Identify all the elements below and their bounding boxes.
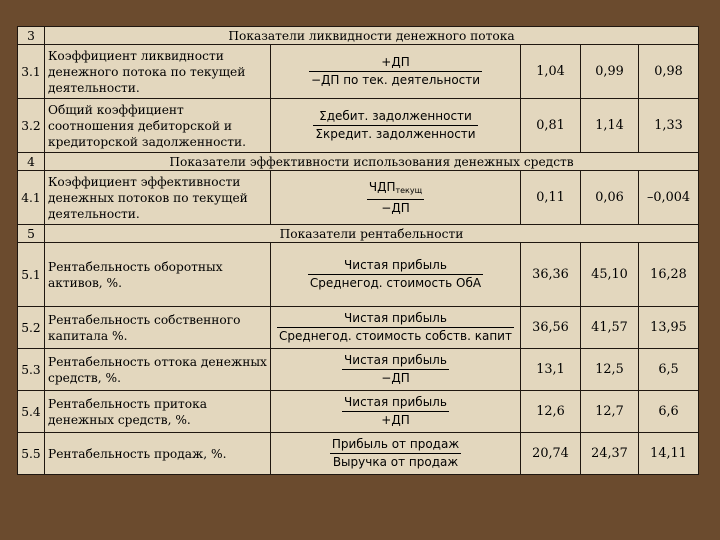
value-2: 12,7	[581, 391, 639, 433]
table-row	[18, 349, 699, 391]
formula	[271, 243, 521, 307]
indicator-name: Общий коэффициент соотношения дебиторской и кредиторской задолженности.	[45, 99, 271, 153]
row-number: 5.2	[18, 307, 45, 349]
section-number: 4	[18, 153, 45, 171]
indicator-name: Рентабельность притока денежных средств, %.	[45, 391, 271, 433]
value-1: 13,1	[521, 349, 581, 391]
formula-denominator: Среднегод. стоимость собств. капит	[279, 329, 512, 343]
formula-numerator-subscript: текущ	[395, 185, 423, 195]
value-2: 45,10	[581, 243, 639, 307]
row-number: 4.1	[18, 171, 45, 225]
value-2: 1,14	[581, 99, 639, 153]
formula	[271, 433, 521, 475]
value-2: 41,57	[581, 307, 639, 349]
row-number: 5.3	[18, 349, 45, 391]
section-row-profitability	[18, 225, 699, 243]
table-row	[18, 45, 699, 99]
value-2: 0,99	[581, 45, 639, 99]
formula-denominator: +ДП	[381, 413, 410, 427]
indicator-name: Коэффициент ликвидности денежного потока по текущей деятельности.	[45, 45, 271, 99]
formula-numerator: Чистая прибыль	[342, 353, 449, 370]
table-row	[18, 171, 699, 225]
value-2: 0,06	[581, 171, 639, 225]
formula-numerator: Чистая прибыль	[308, 258, 483, 275]
value-1: 12,6	[521, 391, 581, 433]
formula-denominator: −ДП	[381, 371, 410, 385]
formula-numerator: Чистая прибыль	[342, 395, 449, 412]
indicator-name: Рентабельность продаж, %.	[45, 433, 271, 475]
value-2: 24,37	[581, 433, 639, 475]
formula	[271, 99, 521, 153]
value-1: 1,04	[521, 45, 581, 99]
value-3: 6,5	[639, 349, 699, 391]
indicators-table	[17, 26, 699, 475]
formula-numerator: Σдебит. задолженности	[313, 109, 477, 126]
formula	[271, 171, 521, 225]
section-number: 3	[18, 27, 45, 45]
row-number: 3.1	[18, 45, 45, 99]
table-row	[18, 391, 699, 433]
formula-denominator: −ДП по тек. деятельности	[310, 73, 481, 87]
formula	[271, 45, 521, 99]
value-3: 16,28	[639, 243, 699, 307]
row-number: 5.1	[18, 243, 45, 307]
formula-denominator: Среднегод. стоимость ОбА	[309, 276, 482, 290]
indicator-name: Рентабельность оттока денежных средств, %.	[45, 349, 271, 391]
formula-numerator: Прибыль от продаж	[330, 437, 461, 454]
value-3: –0,004	[639, 171, 699, 225]
section-title: Показатели рентабельности	[45, 225, 699, 243]
row-number: 3.2	[18, 99, 45, 153]
row-number: 5.5	[18, 433, 45, 475]
section-number: 5	[18, 225, 45, 243]
indicator-name: Рентабельность собственного капитала %.	[45, 307, 271, 349]
value-3: 0,98	[639, 45, 699, 99]
value-1: 20,74	[521, 433, 581, 475]
formula	[271, 349, 521, 391]
value-3: 1,33	[639, 99, 699, 153]
indicator-name: Рентабельность оборотных активов, %.	[45, 243, 271, 307]
formula-denominator: Выручка от продаж	[332, 455, 459, 469]
value-2: 12,5	[581, 349, 639, 391]
section-title: Показатели эффективности использования денежных средств	[45, 153, 699, 171]
value-3: 6,6	[639, 391, 699, 433]
formula	[271, 391, 521, 433]
table-row	[18, 243, 699, 307]
formula-denominator: Σкредит. задолженности	[315, 127, 476, 141]
indicators-table-wrap	[17, 26, 698, 475]
value-3: 13,95	[639, 307, 699, 349]
value-1: 36,36	[521, 243, 581, 307]
table-row	[18, 433, 699, 475]
value-1: 0,81	[521, 99, 581, 153]
row-number: 5.4	[18, 391, 45, 433]
table-row	[18, 99, 699, 153]
formula-numerator	[367, 180, 424, 200]
indicator-name: Коэффициент эффективности денежных потоков по текущей деятельности.	[45, 171, 271, 225]
value-1: 36,56	[521, 307, 581, 349]
table-row	[18, 307, 699, 349]
formula-numerator: +ДП	[309, 55, 482, 72]
formula-numerator-main: ЧДП	[368, 179, 396, 194]
formula	[271, 307, 521, 349]
formula-numerator: Чистая прибыль	[277, 311, 514, 328]
value-3: 14,11	[639, 433, 699, 475]
value-1: 0,11	[521, 171, 581, 225]
formula-denominator: −ДП	[381, 200, 410, 215]
section-row-efficiency	[18, 153, 699, 171]
section-title: Показатели ликвидности денежного потока	[45, 27, 699, 45]
section-row-liquidity	[18, 27, 699, 45]
